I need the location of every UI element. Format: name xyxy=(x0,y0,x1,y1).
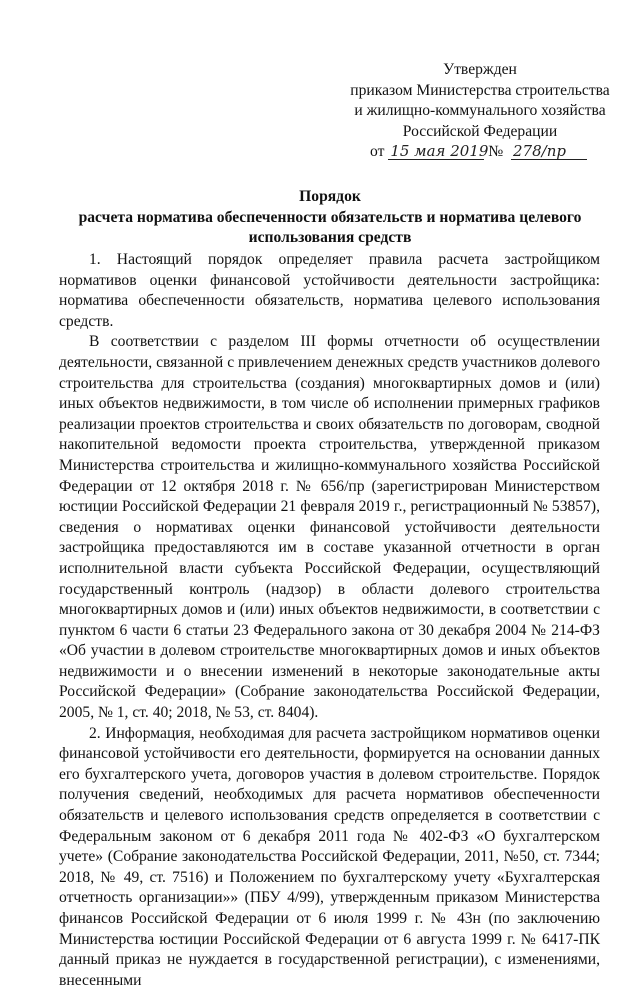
approval-ministry-line: и жилищно-коммунального хозяйства xyxy=(354,102,606,119)
title-line-2: расчета норматива обеспеченности обязательств и норматива целевого xyxy=(78,208,582,226)
document-title xyxy=(60,187,600,249)
paragraph-3: 2. Информация, необходимая для расчета застройщиком нормативов оценки финансовой устойчивости его деятельности, формируется на основании данных его бухгалтерского учета, договоров участия в долевом строительстве. Порядок получения сведений, необходимых для расчета нормативов обеспеченности обязательств и целевого использования средств определяется в соответствии с Федеральным законом от 6 декабря 2011 года № 402-ФЗ «О бухгалтерском учете» (Собрание законодательства Российской Федерации, 2011, №50, ст. 7344; 2018, № 49, ст. 7516) и Положением по бухгалтерскому учету «Бухгалтерская отчетность организации»» (ПБУ 4/99), утвержденным приказом Министерства финансов Российской Федерации от 6 июля 1999 г. № 43н (по заключению Министерства юстиции Российской Федерации от 6 августа 1999 г. № 6417-ПК данный приказ не нуждается в государственной регистрации), с изменениями, внесенными xyxy=(59,724,600,989)
approval-date-number-line xyxy=(340,142,620,163)
title-line-3: использования средств xyxy=(248,229,412,246)
date-prefix: от xyxy=(370,143,385,160)
approval-country-line: Российской Федерации xyxy=(402,122,558,140)
paragraph-1: 1. Настоящий порядок определяет правила расчета застройщиком нормативов оценки финансовой устойчивости деятельности застройщика: норматива обеспеченности обязательств, норматива целевого использования средств. xyxy=(59,251,600,330)
handwritten-number: 278/пр xyxy=(511,143,587,160)
approval-block xyxy=(340,60,620,163)
number-prefix: № xyxy=(488,143,504,160)
document-body xyxy=(59,250,600,991)
title-line-1: Порядок xyxy=(299,188,361,205)
handwritten-date: 15 мая 2019 xyxy=(390,142,489,160)
paragraph-2: В соответствии с разделом III формы отчетности об осуществлении деятельности, связанной с привлечением денежных средств участников долевого строительства для строительства (создания) многоквартирных домов и (или) иных объектов недвижимости, в том числе об исполнении примерных графиков реализации проектов строительства и своих обязательств по договорам, сводной накопительной ведомости проекта строительства, утвержденной приказом Министерства строительства и жилищно-коммунального хозяйства Российской Федерации от 12 октября 2018 г. № 656/пр (зарегистрирован Министерством юстиции Российской Федерации 21 февраля 2019 г., регистрационный № 53857), сведения о нормативах оценки финансовой устойчивости деятельности застройщика предоставляются им в составе указанной отчетности в орган исполнительной власти субъекта Российской Федерации, осуществляющий государственный контроль (надзор) в области долевого строительства многоквартирных домов и (или) иных объектов недвижимости, в соответствии с пунктом 6 части 6 статьи 23 Федерального закона от 30 декабря 2004 № 214-ФЗ «Об участии в долевом строительстве многоквартирных домов и иных объектов недвижимости и о внесении изменений в некоторые законодательные акты Российской Федерации» (Собрание законодательства Российской Федерации, 2005, № 1, ст. 40; 2018, № 53, ст. 8404). xyxy=(59,333,600,722)
approval-order-line: приказом Министерства строительства xyxy=(350,81,610,99)
approval-heading: Утвержден xyxy=(443,61,517,78)
